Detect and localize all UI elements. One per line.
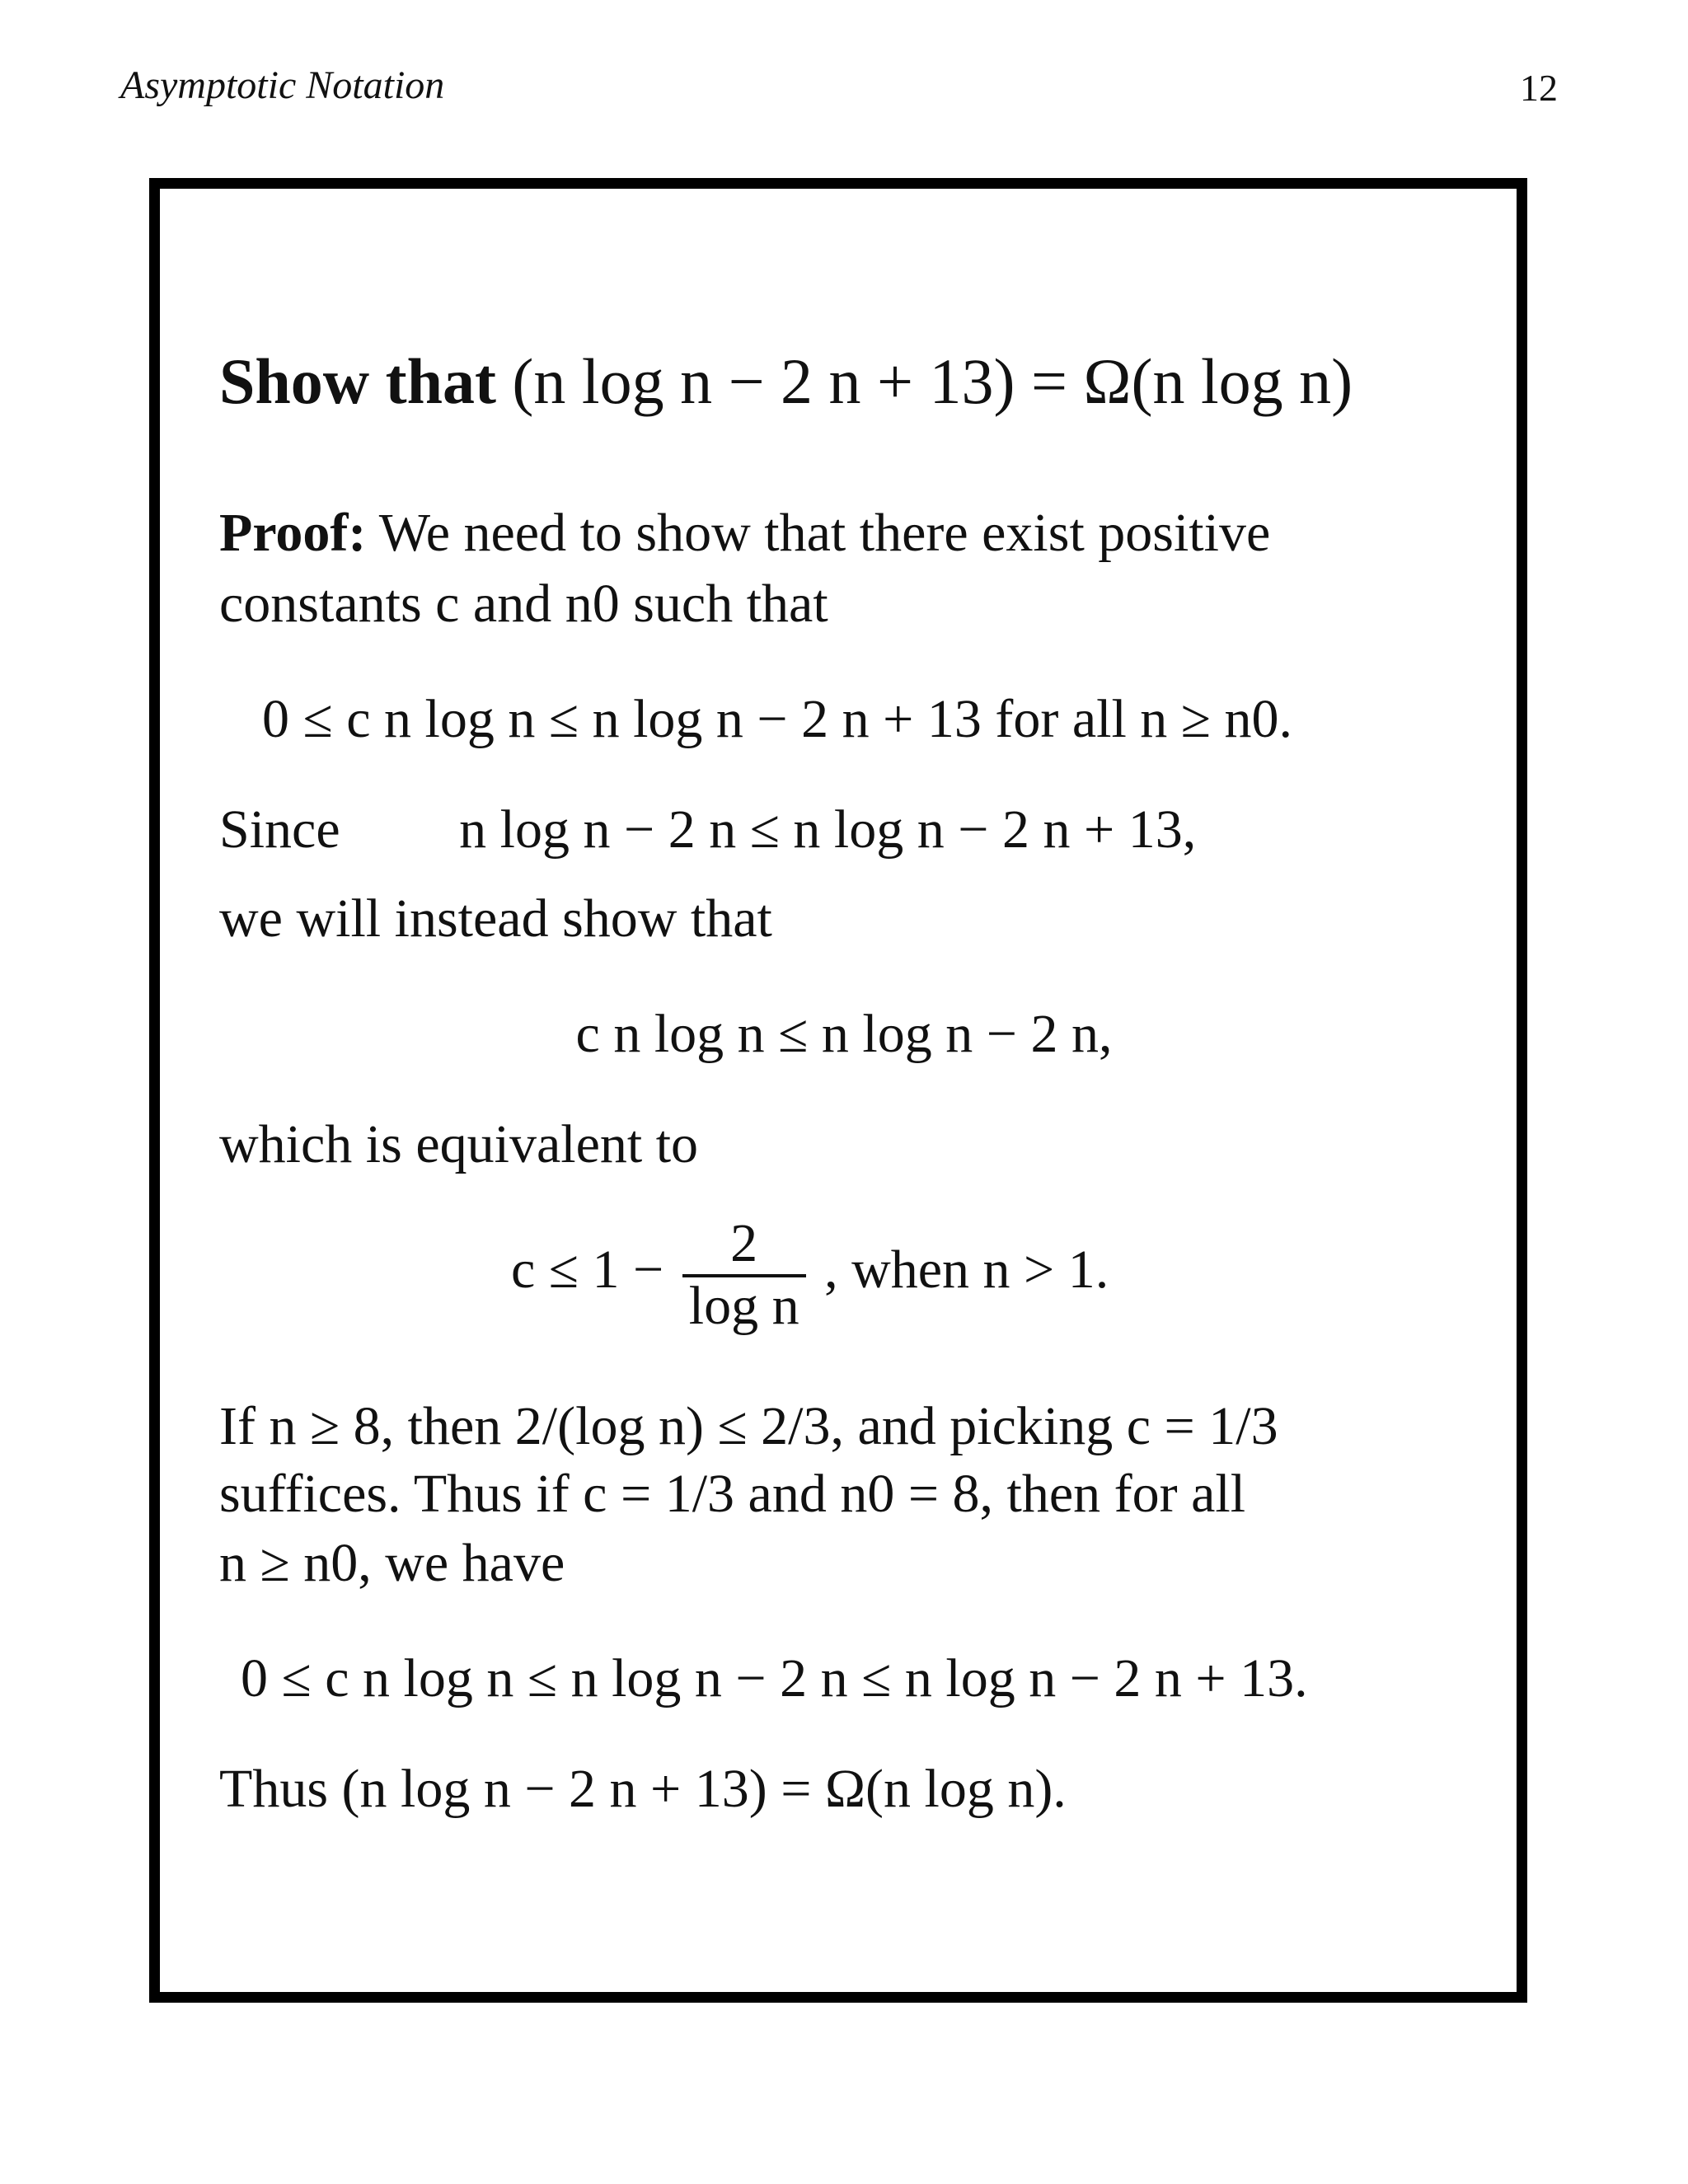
since-formula: n log n − 2 n ≤ n log n − 2 n + 13,	[459, 799, 1197, 860]
heading-label: Show that	[219, 345, 496, 417]
running-header-title: Asymptotic Notation	[120, 63, 445, 107]
inequality-3: 0 ≤ c n log n ≤ n log n − 2 n ≤ n log n − 2 n + 13.	[241, 1648, 1308, 1708]
slide-heading	[219, 345, 1353, 417]
fraction-rhs: , when n > 1.	[824, 1240, 1109, 1301]
equivalent-line: which is equivalent to	[219, 1114, 699, 1174]
proof-line-2: constants c and n0 such that	[219, 574, 828, 634]
since-label: Since	[219, 799, 340, 860]
fraction-numerator: 2	[682, 1216, 806, 1277]
proof-line-1-text: We need to show that there exist positive	[378, 503, 1271, 563]
proof-line-1	[219, 503, 1271, 563]
if-line-3: n ≥ n0, we have	[219, 1533, 565, 1593]
fraction-lhs: c ≤ 1 −	[511, 1240, 664, 1301]
conclusion-line: Thus (n log n − 2 n + 13) = Ω(n log n).	[219, 1759, 1067, 1819]
inequality-2: c n log n ≤ n log n − 2 n,	[575, 1004, 1113, 1064]
page-number: 12	[1520, 67, 1558, 109]
since-line	[219, 799, 1197, 860]
fraction	[682, 1213, 806, 1336]
inequality-1: 0 ≤ c n log n ≤ n log n − 2 n + 13 for all n ≥ n0.	[262, 689, 1293, 749]
slide-frame	[149, 178, 1527, 2003]
proof-label: Proof:	[219, 503, 367, 563]
if-line-1: If n ≥ 8, then 2/(log n) ≤ 2/3, and picking c = 1/3	[219, 1396, 1278, 1456]
fraction-inequality	[511, 1213, 1109, 1336]
fraction-denominator: log n	[688, 1276, 799, 1336]
heading-formula: (n log n − 2 n + 13) = Ω(n log n)	[512, 345, 1353, 417]
if-line-2: suffices. Thus if c = 1/3 and n0 = 8, then for all	[219, 1464, 1246, 1524]
instead-line: we will instead show that	[219, 888, 772, 949]
